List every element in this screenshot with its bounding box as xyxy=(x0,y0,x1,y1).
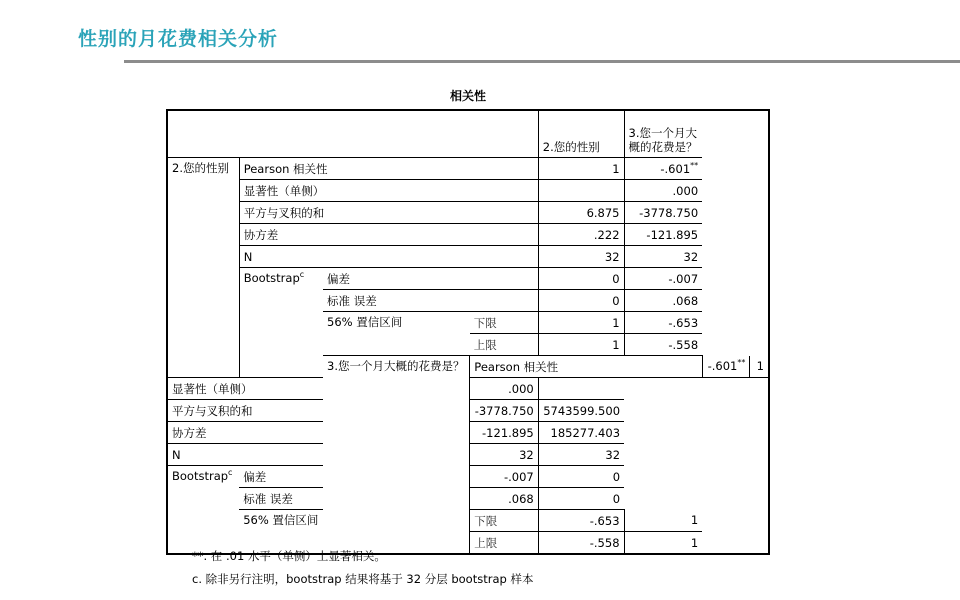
ci-label: 56% 置信区间 xyxy=(243,513,319,527)
stat-label: N xyxy=(167,444,470,466)
table-cell: .222 xyxy=(538,224,624,246)
ci-upper-label: 上限 xyxy=(470,334,538,356)
table-cell: -.007 xyxy=(470,466,538,488)
table-cell: 32 xyxy=(624,246,702,268)
stat-label: 显著性（单侧） xyxy=(239,180,538,202)
ci-label: 56% 置信区间 xyxy=(323,312,470,356)
table-cell: 32 xyxy=(538,246,624,268)
table-cell: 185277.403 xyxy=(538,422,624,444)
stat-label: 显著性（单侧） xyxy=(167,378,470,400)
table-cell: .068 xyxy=(624,290,702,312)
table-cell xyxy=(538,180,624,202)
footnote-significance: **. 在 .01 水平（单侧）上显著相关。 xyxy=(192,549,386,563)
table-cell: -.653 xyxy=(624,312,702,334)
table-cell: -.558 xyxy=(538,532,624,555)
footnote-bootstrap: c. 除非另行注明，bootstrap 结果将基于 32 分层 bootstrap 样本 xyxy=(192,572,534,586)
header-blank xyxy=(239,110,323,158)
table-row xyxy=(167,444,769,466)
table-footnotes xyxy=(192,545,533,591)
table-cell: 32 xyxy=(538,444,624,466)
table-cell: 1 xyxy=(538,158,624,180)
table-cell: -.601** xyxy=(624,158,702,180)
bootstrap-label: Bootstrap$^c$ xyxy=(172,468,233,483)
table-cell: 1 xyxy=(538,334,624,356)
table-header-row xyxy=(167,110,769,158)
table-cell: .068 xyxy=(470,488,538,510)
table-cell: 6.875 xyxy=(538,202,624,224)
row-variable-spending: 3.您一个月大概的花费是？ xyxy=(323,356,470,555)
table-row xyxy=(167,488,769,510)
header-blank xyxy=(167,110,239,158)
table-row xyxy=(167,378,769,400)
stat-label: 偏差 xyxy=(239,466,470,488)
table-cell xyxy=(538,378,624,400)
table-cell: 1 xyxy=(624,510,702,532)
table-cell: 1 xyxy=(690,535,699,550)
stat-label: 平方与叉积的和 xyxy=(167,400,470,422)
table-cell: 5743599.500 xyxy=(538,400,624,422)
title-divider xyxy=(124,60,960,63)
table-cell: 0 xyxy=(538,290,624,312)
header-blank xyxy=(470,110,538,158)
table-cell: -3778.750 xyxy=(470,400,538,422)
stat-label: 协方差 xyxy=(239,224,538,246)
bootstrap-label: Bootstrap$^c$ xyxy=(239,268,323,378)
table-cell: 0 xyxy=(538,488,624,510)
ci-lower-label: 下限 xyxy=(470,510,538,532)
table-cell: -121.895 xyxy=(624,224,702,246)
table-cell: -.558 xyxy=(624,334,702,356)
stat-label: 偏差 xyxy=(323,268,538,290)
table-cell: 0 xyxy=(538,466,624,488)
table-row xyxy=(167,466,769,488)
table-cell: -.007 xyxy=(624,268,702,290)
table-cell: -.653 xyxy=(538,510,624,532)
correlation-table xyxy=(166,109,770,555)
ci-upper-label: 上限 xyxy=(470,532,538,555)
stat-label: 平方与叉积的和 xyxy=(239,202,538,224)
stat-label: 标准 误差 xyxy=(239,488,470,510)
stat-label: 协方差 xyxy=(167,422,470,444)
table-cell: -.601** xyxy=(702,356,750,378)
stat-label: Pearson 相关性 xyxy=(470,356,702,378)
column-header-spending: 3.您一个月大 概的花费是？ xyxy=(624,110,702,158)
table-cell: -121.895 xyxy=(470,422,538,444)
table-row xyxy=(167,224,769,246)
stat-label: N xyxy=(239,246,538,268)
stat-label: Pearson 相关性 xyxy=(239,158,538,180)
table-row xyxy=(167,268,769,290)
table-cell: 0 xyxy=(538,268,624,290)
header-blank xyxy=(323,110,470,158)
table-cell: 32 xyxy=(470,444,538,466)
table-cell: -3778.750 xyxy=(624,202,702,224)
ci-lower-label: 下限 xyxy=(470,312,538,334)
table-caption: 相关性 xyxy=(449,89,486,103)
table-row xyxy=(167,400,769,422)
table-row xyxy=(167,202,769,224)
table-row xyxy=(167,180,769,202)
stat-label: 标准 误差 xyxy=(323,290,538,312)
slide-title: 性别的月花费相关分析 xyxy=(78,28,279,50)
row-variable-gender: 2.您的性别 xyxy=(167,158,239,378)
table-cell: .000 xyxy=(624,180,702,202)
table-row xyxy=(167,422,769,444)
table-row xyxy=(167,158,769,180)
column-header-gender: 2.您的性别 xyxy=(538,110,624,158)
table-cell: 1 xyxy=(750,356,769,378)
table-row xyxy=(167,246,769,268)
table-cell: 1 xyxy=(538,312,624,334)
table-cell: .000 xyxy=(470,378,538,400)
